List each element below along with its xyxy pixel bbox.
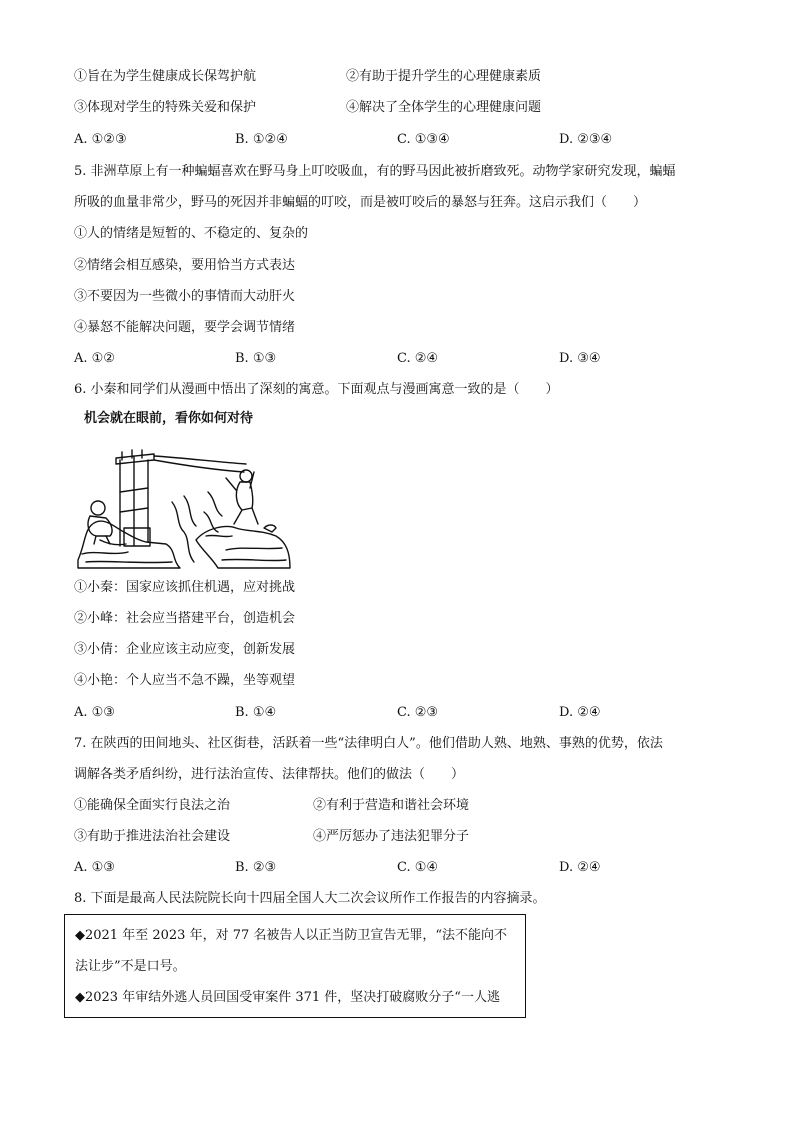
q5-option-c: C. ②④ [397, 351, 439, 366]
q4-option-b: B. ①②④ [235, 132, 288, 147]
q7-statement-4: ④严厉惩办了违法犯罪分子 [313, 829, 470, 844]
q7-option-d: D. ②④ [559, 860, 601, 875]
excerpt-box [64, 914, 526, 1018]
q6-statement-2: ②小峰：社会应当搭建平台，创造机会 [74, 611, 296, 626]
right-cliff [196, 527, 290, 569]
q5-option-d: D. ③④ [559, 351, 601, 366]
climbing-person-head [240, 470, 252, 482]
q5-option-a: A. ①② [74, 351, 115, 366]
q7-statement-1: ①能确保全面实行良法之治 [74, 798, 231, 813]
q5-statement-1: ①人的情绪是短暂的、不稳定的、复杂的 [74, 226, 309, 241]
q4-option-c: C. ①③④ [397, 132, 450, 147]
q6-option-d: D. ②④ [559, 705, 601, 720]
q5-stem-line-2: 所吸的血量非常少，野马的死因并非蝙蝠的叮咬，而是被叮咬后的暴怒与狂奔。这启示我们（ ） [74, 195, 647, 210]
q4-statement-4: ④解决了全体学生的心理健康问题 [346, 100, 542, 115]
q6-statement-1: ①小秦：国家应该抓住机遇，应对挑战 [74, 580, 296, 595]
q7-statement-3: ③有助于推进法治社会建设 [74, 829, 231, 844]
q4-option-d: D. ②③④ [559, 132, 613, 147]
cartoon-title: 机会就在眼前，看你如何对待 [84, 411, 254, 426]
q4-statement-3: ③体现对学生的特殊关爱和保护 [74, 100, 257, 115]
excerpt-line-2: 法让步”不是口号。 [75, 959, 186, 974]
q7-option-a: A. ①③ [74, 860, 115, 875]
q7-option-c: C. ①④ [397, 860, 439, 875]
q5-statement-3: ③不要因为一些微小的事情而大动肝火 [74, 289, 296, 304]
cartoon-image [76, 432, 292, 570]
q6-stem-line-1: 6. 小秦和同学们从漫画中悟出了深刻的寓意。下面观点与漫画寓意一致的是（ ） [74, 382, 559, 397]
q6-statement-3: ③小倩：企业应该主动应变，创新发展 [74, 642, 296, 657]
q4-statement-2: ②有助于提升学生的心理健康素质 [346, 69, 542, 84]
q7-statement-2: ②有利于营造和谐社会环境 [313, 798, 470, 813]
q5-statement-4: ④暴怒不能解决问题，要学会调节情绪 [74, 320, 296, 335]
q5-stem-line-1: 5. 非洲草原上有一种蝙蝠喜欢在野马身上叮咬吸血，有的野马因此被折磨致死。动物学家研究发现，蝙蝠 [74, 164, 676, 179]
q4-option-a: A. ①②③ [74, 132, 127, 147]
q4-statement-1: ①旨在为学生健康成长保驾护航 [74, 69, 257, 84]
q6-statement-4: ④小艳：个人应当不急不躁，坐等观望 [74, 673, 296, 688]
q5-option-b: B. ①③ [235, 351, 277, 366]
q7-stem-line-1: 7. 在陕西的田间地头、社区街巷，活跃着一些“法律明白人”。他们借助人熟、地熟、事熟的优势，依法 [74, 736, 663, 751]
excerpt-line-3: ◆2023 年审结外逃人员回国受审案件 371 件，坚决打破腐败分子“一人逃 [75, 990, 500, 1005]
q8-stem-line-1: 8. 下面是最高人民法院院长向十四届全国人大二次会议所作工作报告的内容摘录。 [74, 891, 546, 906]
q7-stem-line-2: 调解各类矛盾纠纷，进行法治宣传、法律帮扶。他们的做法（ ） [74, 767, 465, 782]
q7-option-b: B. ②③ [235, 860, 277, 875]
seated-person-head [91, 501, 105, 515]
q6-option-b: B. ①④ [235, 705, 277, 720]
q6-option-c: C. ②③ [397, 705, 439, 720]
q5-statement-2: ②情绪会相互感染，要用恰当方式表达 [74, 258, 296, 273]
q6-option-a: A. ①③ [74, 705, 115, 720]
excerpt-line-1: ◆2021 年至 2023 年，对 77 名被告人以正当防卫宣告无罪，“法不能向不 [75, 928, 508, 943]
